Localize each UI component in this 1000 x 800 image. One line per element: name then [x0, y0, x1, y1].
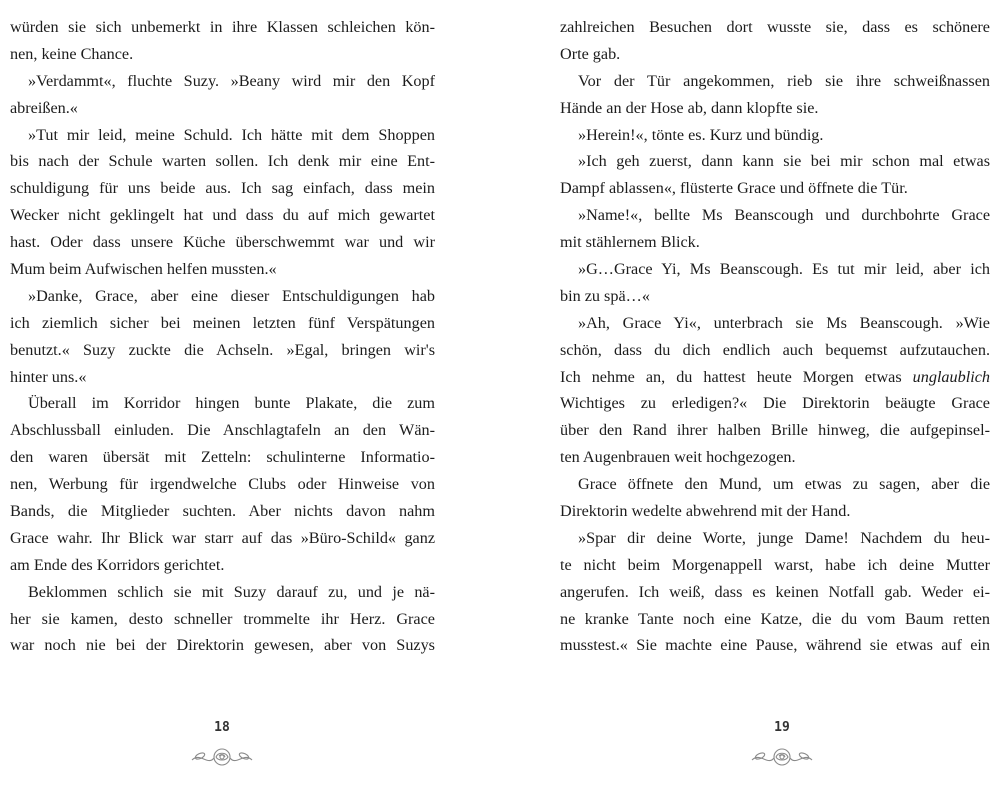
text-line: bis nach der Schule warten sollen. Ich denk mir eine Ent- [10, 152, 435, 171]
text-line: schuldigung für uns beide aus. Ich sag einfach, dass mein [10, 179, 435, 198]
rose-ornament-icon [750, 744, 814, 770]
text-line: Bands, die Mitglieder suchten. Aber nichts davon nahm [10, 502, 435, 521]
text-line: zahlreichen Besuchen dort wusste sie, dass es schönere [560, 18, 990, 36]
text-line: »Ah, Grace Yi«, unterbrach sie Ms Beanscough. »Wie [578, 313, 990, 332]
text-line: »Ich geh zuerst, dann kann sie bei mir schon mal etwas [578, 152, 990, 171]
text-line: angerufen. Ich weiß, dass es keinen Notfall gab. Weder ei- [560, 582, 990, 601]
emphasis: unglaublich [912, 367, 990, 386]
text-line: war noch nie bei der Direktorin gewesen, aber von Suzys [10, 636, 435, 655]
text-line: nen, keine Chance. [10, 44, 134, 63]
text-line: Beklommen schlich sie mit Suzy darauf zu, und je nä- [28, 582, 435, 601]
text-line: am Ende des Korridors gerichtet. [10, 555, 225, 574]
text-line: ne kranke Tante noch eine Katze, die du vom Baum retten [560, 609, 990, 628]
rose-ornament-icon [190, 744, 254, 770]
page-number-left: 18 [214, 720, 230, 735]
text-line: Ich nehme an, du hattest heute Morgen etwas unglaublich [560, 367, 990, 386]
text-line: Überall im Korridor hingen bunte Plakate, die zum [28, 394, 435, 413]
text-line: ich ziemlich sicher bei meinen letzten fünf Verspätungen [10, 313, 435, 332]
text-line: abreißen.« [10, 98, 78, 117]
text-line: Wecker nicht geklingelt hat und dass du auf mich gewartet [10, 206, 435, 225]
text-line: benutzt.« Suzy zuckte die Achseln. »Egal, bringen wir's [10, 340, 435, 359]
text-line: Vor der Tür angekommen, rieb sie ihre schweißnassen [578, 71, 990, 90]
text-line: Direktorin wedelte abwehrend mit der Hand. [560, 502, 851, 521]
text-line: über den Rand ihrer halben Brille hinweg, die aufgepinsel- [560, 421, 990, 440]
text-line: Mum beim Aufwischen helfen mussten.« [10, 260, 277, 279]
text-line: den waren übersät mit Zetteln: schulinterne Informatio- [10, 448, 435, 467]
text-line: Abschlussball einluden. Die Anschlagtafeln an den Wän- [10, 421, 435, 440]
text-line: mit stählernem Blick. [560, 233, 700, 252]
page-number-right: 19 [774, 720, 790, 735]
text-line: musstest.« Sie machte eine Pause, während sie etwas auf ein [560, 636, 990, 655]
text-line: würden sie sich unbemerkt in ihre Klassen schleichen kön- [10, 18, 435, 36]
text-line: »Herein!«, tönte es. Kurz und bündig. [578, 125, 824, 144]
text-line: Grace öffnete den Mund, um etwas zu sagen, aber die [578, 475, 990, 494]
text-line: schön, dass du dich endlich auch bequemst aufzutauchen. [560, 340, 990, 359]
text-line: te nicht beim Morgenappell warst, habe ich deine Mutter [560, 555, 990, 574]
right-page [500, 0, 1000, 800]
text-line: Hände an der Hose ab, dann klopfte sie. [560, 98, 819, 117]
text-line: bin zu spä…« [560, 286, 650, 305]
text-line: »Tut mir leid, meine Schuld. Ich hätte mit dem Shoppen [28, 125, 435, 144]
text-line: »Name!«, bellte Ms Beanscough und durchbohrte Grace [578, 206, 990, 225]
text-line: ten Augenbrauen weit hochgezogen. [560, 448, 796, 467]
text-line: »Spar dir deine Worte, junge Dame! Nachdem du heu- [578, 528, 990, 547]
text-line: hast. Oder dass unsere Küche überschwemmt war und wir [10, 233, 435, 252]
text-line: Grace wahr. Ihr Blick war starr auf das »Büro-Schild« ganz [10, 528, 435, 547]
text-line: »G…Grace Yi, Ms Beanscough. Es tut mir leid, aber ich [578, 260, 990, 279]
text-line: Orte gab. [560, 44, 621, 63]
text-line: »Danke, Grace, aber eine dieser Entschuldigungen hab [28, 286, 435, 305]
text-line: »Verdammt«, fluchte Suzy. »Beany wird mir den Kopf [28, 71, 435, 90]
right-page-body [560, 14, 990, 659]
text-line: her sie kamen, desto schneller trommelte ihr Herz. Grace [10, 609, 435, 628]
left-page-body [10, 14, 435, 659]
text-line: nen, Werbung für irgendwelche Clubs oder Hinweise von [10, 475, 435, 494]
text-line: hinter uns.« [10, 367, 87, 386]
text-line: Wichtiges zu erledigen?« Die Direktorin beäugte Grace [560, 394, 990, 413]
text-line: Dampf ablassen«, flüsterte Grace und öffnete die Tür. [560, 179, 908, 198]
